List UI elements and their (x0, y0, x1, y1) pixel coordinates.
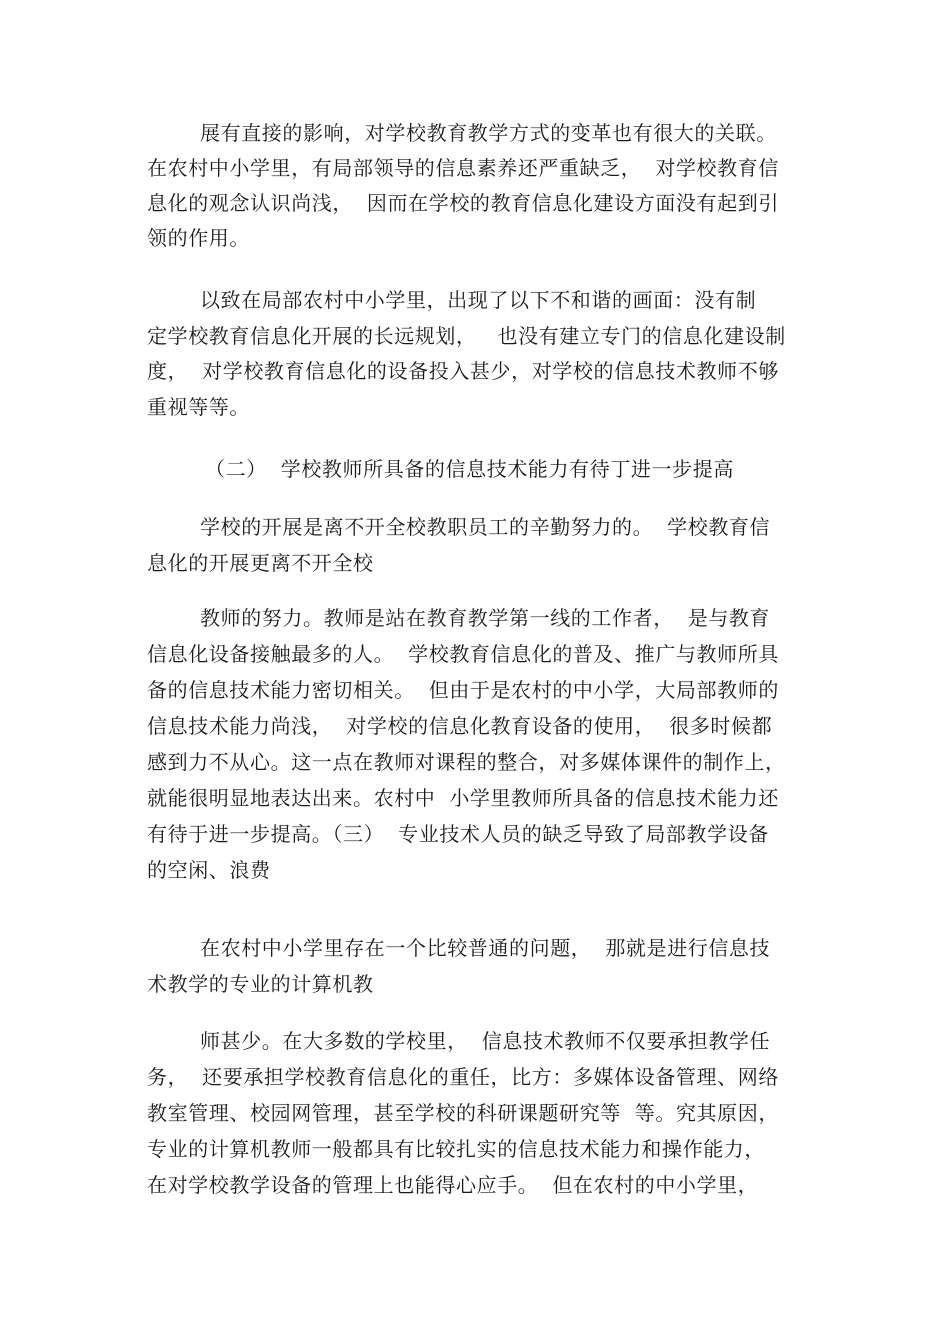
text-line: 学校的开展是离不开全校教职员工的辛勤努力的。 学校教育信 (200, 515, 771, 539)
text-line: 展有直接的影响，对学校教育教学方式的变革也有很大的关联。 (200, 121, 777, 145)
text-line: 教室管理、校园网管理，甚至学校的科研课题研究等 等。究其原因， (147, 1101, 779, 1125)
text-line: 的空闲、浪费 (147, 858, 271, 882)
text-line: 度， 对学校教育信息化的设备投入甚少，对学校的信息技术教师不够 (147, 359, 779, 383)
text-line: 定学校教育信息化开展的长远规划， 也没有建立专门的信息化建设制 (147, 324, 786, 348)
text-line: 息化的观念认识尚浅， 因而在学校的教育信息化建设方面没有起到引 (147, 191, 779, 215)
text-line: 务， 还要承担学校教育信息化的重任，比方：多媒体设备管理、网络 (147, 1065, 779, 1089)
text-line: 在农村中小学里，有局部领导的信息素养还严重缺乏， 对学校教育信 (147, 156, 779, 180)
text-line: 备的信息技术能力密切相关。 但由于是农村的中小学，大局部教师的 (147, 678, 779, 702)
section-heading: （二） 学校教师所具备的信息技术能力有待丁进一步提高 (205, 457, 734, 481)
text-line: 有待于进一步提高。（三） 专业技术人员的缺乏导致了局部教学设备 (147, 822, 769, 846)
text-line: 息化的开展更离不开全校 (147, 551, 374, 575)
text-line: 在对学校教学设备的管理上也能得心应手。 但在农村的中小学里， (147, 1173, 759, 1197)
text-line: 术教学的专业的计算机教 (147, 972, 374, 996)
text-line: 在农村中小学里存在一个比较普通的问题， 那就是进行信息技 (200, 936, 771, 960)
text-line: 专业的计算机教师一般都具有比较扎实的信息技术能力和操作能力， (147, 1137, 765, 1161)
text-line: 教师的努力。教师是站在教育教学第一线的工作者， 是与教育 (200, 606, 771, 630)
text-line: 信息技术能力尚浅， 对学校的信息化教育设备的使用， 很多时候都 (147, 714, 773, 738)
text-line: 领的作用。 (147, 226, 250, 250)
text-line: 重视等等。 (147, 395, 250, 419)
text-line: 感到力不从心。这一点在教师对课程的整合，对多媒体课件的制作上， (147, 750, 786, 774)
text-line: 师甚少。在大多数的学校里， 信息技术教师不仅要承担教学任 (200, 1029, 771, 1053)
text-line: 信息化设备接触最多的人。 学校教育信息化的普及、推广与教师所具 (147, 642, 779, 666)
text-line: 以致在局部农村中小学里，出现了以下不和谐的画面：没有制 (200, 288, 757, 312)
text-line: 就能很明显地表达出来。农村中 小学里教师所具备的信息技术能力还 (147, 786, 779, 810)
